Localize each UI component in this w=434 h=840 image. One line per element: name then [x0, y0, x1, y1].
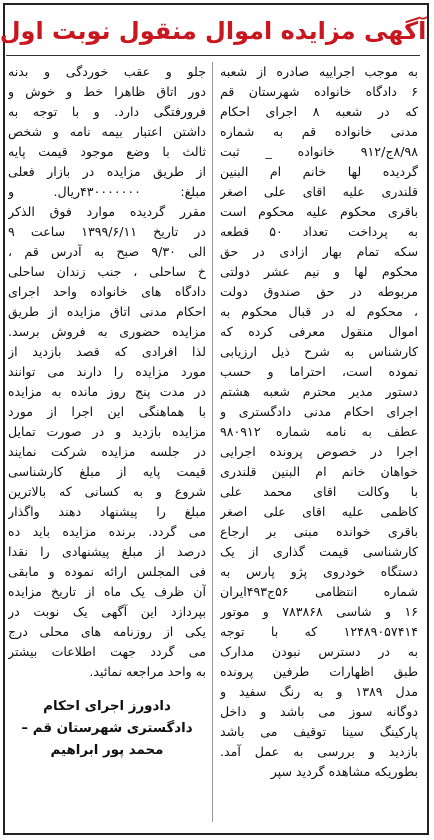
text-line: با وکالت اقای محمد علی	[220, 484, 418, 499]
text-line: مقرر گردیده موارد فوق الذکر	[8, 204, 206, 219]
text-line: دور اتاق ظاهرا خط و خوش و	[8, 84, 206, 99]
text-line: داشتن اعتبار بیمه نامه و شخص	[8, 124, 206, 139]
text-line: اموال منقول معرفی کرده که	[220, 324, 418, 339]
text-line: فرورفتگی دارد. و با توجه به	[8, 104, 206, 119]
text-line: دستور مدیر محترم شعبه هشتم	[220, 384, 418, 399]
text-line: بازدید و بررسی به عمل آمد.	[220, 744, 418, 759]
text-line: می گردد جهت اطلاعات بیشتر	[8, 644, 206, 659]
signature-line: محمد پور ابراهیم	[50, 743, 164, 758]
text-line: باقری محکوم علیه محکوم است	[220, 204, 418, 219]
text-line: مربوطه در حق صندوق دولت	[220, 284, 418, 299]
text-line: اجرا در خصوص پرونده اجرایی	[220, 444, 418, 459]
text-line: سکه تمام بهار ازادی در حق	[220, 244, 418, 259]
text-line: محکوم لها و نیم عشر دولتی	[220, 264, 418, 279]
text-line: الی ۹/۳۰ صبح به آدرس قم ،	[8, 244, 206, 259]
text-line: قیمت پایه از مبلغ کارشناسی	[8, 464, 206, 479]
text-line: با هماهنگی این اجرا از مورد	[8, 404, 206, 419]
text-line: مورد مزایده را دارند می توانند	[8, 364, 206, 379]
text-line: در مدت پنج روز مانده به مزایده	[8, 384, 206, 399]
text-line: دادگاه های خانواده واحد اجرای	[8, 284, 206, 299]
signature-block	[8, 696, 206, 762]
notice-header	[0, 6, 427, 56]
text-line: احکام مدنی اتاق مزایده از طریق	[8, 304, 206, 319]
right-column	[220, 62, 418, 832]
left-column	[8, 62, 206, 832]
text-line: که در شعبه ۸ اجرای احکام	[220, 104, 418, 119]
text-line: ثالث با وضع موجود قیمت پایه	[8, 144, 206, 159]
text-line: می گردد. برنده مزایده باید ده	[8, 524, 206, 539]
text-line: از طریق مزایده در بازار فعلی	[8, 164, 206, 179]
text-line: پارکینگ سینا توقیف می باشد	[220, 724, 418, 739]
column-divider	[212, 62, 213, 822]
text-line: در جلسه مزایده شرکت نمایند	[8, 444, 206, 459]
text-line: آن ظرف یک ماه از تاریخ مزایده	[8, 584, 206, 599]
text-line: درصد از مبلغ پیشنهادی را نقدا	[8, 544, 206, 559]
text-line: مدنی خانواده قم به شماره	[220, 124, 418, 139]
text-line: لذا افرادی که قصد بازدید از	[8, 344, 206, 359]
text-line: طبق اظهارات طرفین پرونده	[220, 664, 418, 679]
text-line: به موجب اجراییه صادره از شعبه	[220, 64, 418, 79]
text-line: شماره انتظامی ۵۶ج۴۹۳ایران	[220, 584, 418, 599]
text-line: کاظمی علیه اقای علی اصغر	[220, 504, 418, 519]
text-line: بطوریکه مشاهده گردید سپر	[270, 764, 418, 779]
text-line: جلو و عقب خوردگی و بدنه	[8, 64, 206, 79]
text-line: عطف به نامه شماره ۹۸۰۹۱۲	[220, 424, 418, 439]
text-line: خواهان خانم ام البنین قلندری	[220, 464, 418, 479]
text-line: کارشناسی قیمت گذاری از یک	[220, 544, 418, 559]
text-line: به پرداخت تعداد ۵۰ قطعه	[220, 224, 418, 239]
text-line: شروع و به کسانی که بالاترین	[8, 484, 206, 499]
text-line: مزایده بازدید و در صورت تمایل	[8, 424, 206, 439]
text-line: در تاریخ ۱۳۹۹/۶/۱۱ ساعت ۹	[8, 224, 206, 239]
text-line: ، محکوم له در قبال محکوم به	[220, 304, 418, 319]
text-line: اجرای احکام مدنی دادگستری و	[220, 404, 418, 419]
text-line: مبلغ را پیشنهاد دهند واگذار	[8, 504, 206, 519]
text-line: خ ساحلی ، جنب زندان ساحلی	[8, 264, 206, 279]
text-line: ۶ دادگاه خانواده شهرستان قم	[220, 84, 418, 99]
text-line: یکی از روزنامه های محلی درج	[8, 624, 206, 639]
text-line: گردیده لها خانم ام البنین	[220, 164, 418, 179]
text-line: مدل ۱۳۸۹ و به رنگ سفید و	[220, 684, 418, 699]
text-line: مبلغ: ۴۳۰۰۰۰۰۰۰ریال. و	[8, 184, 206, 199]
text-line: فی المجلس ارائه نموده و مابقی	[8, 564, 206, 579]
text-line: دوگانه سوز می باشد و داخل	[220, 704, 418, 719]
text-line: ۱۶ و شاسی ۷۸۳۸۶۸ و موتور	[220, 604, 418, 619]
text-line: بپردازد این آگهی یک نوبت در	[8, 604, 206, 619]
notice-body	[8, 62, 418, 832]
text-line: نموده است، احتراما و حسب	[220, 364, 418, 379]
signature-line: دادگستری شهرستان قم –	[21, 721, 193, 736]
notice-title: آگهی مزایده اموال منقول نوبت اول	[0, 16, 427, 45]
text-line: به واحد مراجعه نمائید.	[89, 664, 206, 679]
text-line: به در دسترس نبودن مدارک	[220, 644, 418, 659]
text-line: قلندری علیه اقای علی اصغر	[220, 184, 418, 199]
text-line: ۸/۹۸ج/۹۱۲ خانواده _ ثبت	[220, 144, 418, 159]
text-line: باقری خوانده مبنی بر ارجاع	[220, 524, 418, 539]
signature-line: دادورز اجرای احکام	[43, 699, 171, 714]
text-line: دستگاه خودروی پژو پارس به	[220, 564, 418, 579]
text-line: کارشناس به شرح ذیل ارزیابی	[220, 344, 418, 359]
text-line: مزایده حضوری به فروش برسد.	[8, 324, 206, 339]
left-column-text	[8, 62, 206, 682]
text-line: ۱۲۴۸۹۰۵۷۴۱۴ که با توجه	[220, 624, 418, 639]
